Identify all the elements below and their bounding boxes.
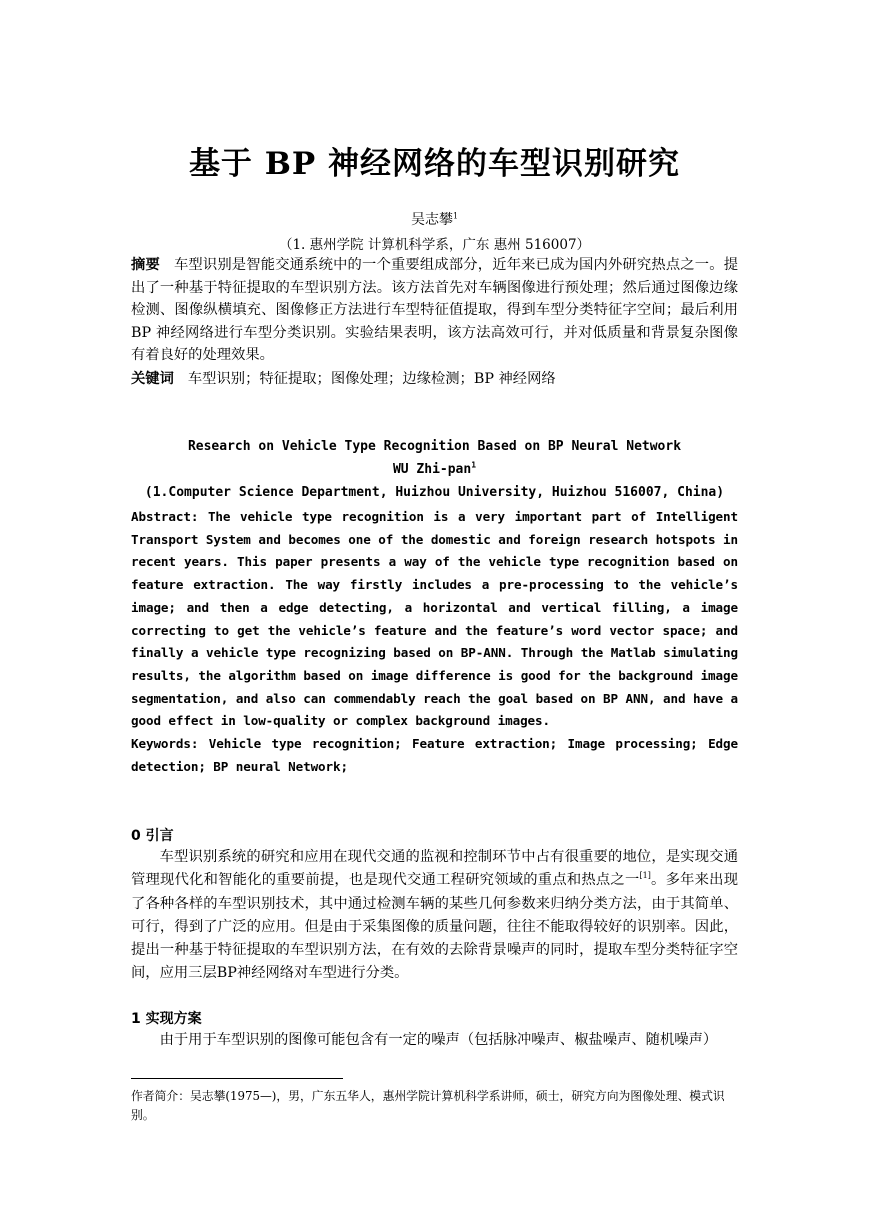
footnote-rule: [131, 1078, 343, 1079]
section-0-text-a: 车型识别系统的研究和应用在现代交通的监视和控制环节中占有很重要的地位，是实现交通管理现代化和智能化的重要前提，也是现代交通工程研究领域的重点和热点之一: [131, 849, 738, 889]
author-cn-superscript: 1: [452, 211, 459, 221]
section-0-paragraph: [131, 846, 738, 986]
paper-title-en: Research on Vehicle Type Recognition Based on BP Neural Network: [187, 439, 682, 454]
keywords-cn: [131, 368, 738, 391]
abstract-cn-label: 摘要: [131, 257, 160, 273]
author-cn: [0, 209, 869, 229]
affiliation-cn: （1. 惠州学院 计算机科学系，广东 惠州 516007）: [278, 237, 591, 253]
citation-ref: [1]: [639, 871, 651, 881]
author-en-name: WU Zhi-pan: [392, 462, 472, 477]
section-0-heading: 0 引言: [131, 828, 174, 844]
abstract-cn: [131, 254, 738, 367]
abstract-en: Abstract: The vehicle type recognition is a very important part of Intelligent Transport System and becomes one of the domestic and foreign research hotspots in recent years. This paper presents a way of the vehicle type recognition based on feature extraction. The way firstly includes a pre-processing to the vehicle’s image; and then a edge detecting, a horizontal and vertical filling, a image correcting to get the vehicle’s feature and the feature’s word vector space; and finally a vehicle type recognizing based on BP-ANN. Through the Matlab simulating results, the algorithm based on image difference is good for the background image segmentation, and also can commendably reach the goal based on BP ANN, and have a good effect in low-quality or complex background images.: [131, 509, 738, 729]
keywords-en: Keywords: Vehicle type recognition; Feature extraction; Image processing; Edge detection; BP neural Network;: [131, 736, 738, 774]
section-0-text-b: 。多年来出现了各种各样的车型识别技术，其中通过检测车辆的某些几何参数来归纳分类方法，由于其简单、可行，得到了广泛的应用。但是由于采集图像的质量问题，往往不能取得较好的识别率。因此，提出一种基于特征提取的车型识别方法，在有效的去除背景噪声的同时，提取车型分类特征字空间，应用三层BP神经网络对车型进行分类。: [131, 872, 738, 982]
abstract-cn-text: 车型识别是智能交通系统中的一个重要组成部分，近年来已成为国内外研究热点之一。提出了一种基于特征提取的车型识别方法。该方法首先对车辆图像进行预处理；然后通过图像边缘检测、图像纵横填充、图像修正方法进行车型特征值提取，得到车型分类特征字空间；最后利用 BP 神经网络进行车型分类识别。实验结果表明，该方法高效可行，并对低质量和背景复杂图像有着良好的处理效果。: [131, 257, 738, 364]
affiliation-en: (1.Computer Science Department, Huizhou University, Huizhou 516007, China): [144, 485, 725, 500]
paper-title-cn: 基于 BP 神经网络的车型识别研究: [188, 146, 681, 182]
section-1-paragraph: 由于用于车型识别的图像可能包含有一定的噪声（包括脉冲噪声、椒盐噪声、随机噪声）: [159, 1032, 718, 1048]
section-1-heading: 1 实现方案: [131, 1011, 202, 1027]
author-en-superscript: 1: [471, 460, 477, 470]
author-cn-name: 吴志攀: [410, 212, 453, 228]
footnote: 作者简介：吴志攀(1975—)，男，广东五华人，惠州学院计算机科学系讲师，硕士，研究方向为图像处理、模式识别。: [131, 1089, 725, 1122]
keywords-cn-text: 车型识别；特征提取；图像处理；边缘检测；BP 神经网络: [187, 371, 556, 387]
keywords-cn-label: 关键词: [131, 371, 174, 387]
author-en: [0, 462, 869, 477]
